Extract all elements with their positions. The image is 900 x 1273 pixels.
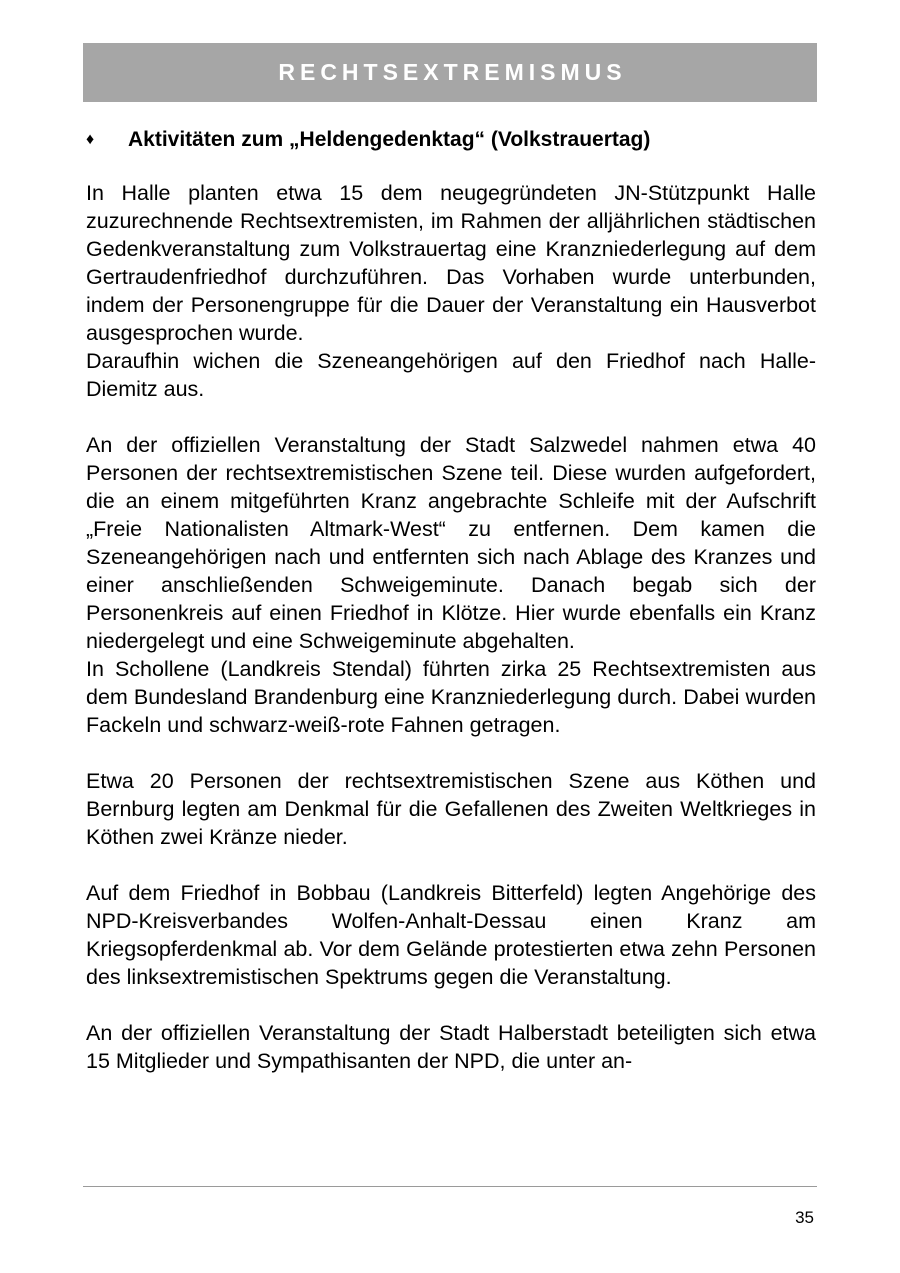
paragraph-halle-diemitz: Daraufhin wichen die Szeneangehörigen auf den Friedhof nach Halle-Diemitz aus.	[86, 349, 816, 401]
paragraph-halberstadt: An der offiziellen Veranstaltung der Stadt Halberstadt beteiligten sich etwa 15 Mitglieder und Sympathisanten der NPD, die unter an-	[86, 1021, 816, 1073]
section-header-band	[83, 43, 817, 102]
section-header-title: RECHTSEXTREMISMUS	[278, 59, 627, 85]
paragraph-koethen: Etwa 20 Personen der rechtsextremistischen Szene aus Köthen und Bernburg legten am Denkmal für die Gefallenen des Zweiten Weltkrieges in Köthen zwei Kränze nieder.	[86, 769, 816, 849]
paragraph-bobbau: Auf dem Friedhof in Bobbau (Landkreis Bitterfeld) legten Angehörige des NPD-Kreisverbandes Wolfen-Anhalt-Dessau einen Kranz am Kriegsopferdenkmal ab. Vor dem Gelände protestierten etwa zehn Personen des linksextremistischen Spektrums gegen die Veranstaltung.	[86, 881, 816, 989]
paragraph-salzwedel: An der offiziellen Veranstaltung der Stadt Salzwedel nahmen etwa 40 Personen der rechtsextremistischen Szene teil. Diese wurden aufgefordert, die an einem mitgeführten Kranz angebrachte Schleife mit der Aufschrift „Freie Nationalisten Altmark-West“ zu entfernen. Dem kamen die Szeneangehörigen nach und entfernten sich nach Ablage des Kranzes und einer anschließenden Schweigeminute. Danach begab sich der Personenkreis auf einen Friedhof in Klötze. Hier wurde ebenfalls ein Kranz niedergelegt und eine Schweigeminute abgehalten.	[86, 433, 816, 653]
paragraph-schollene: In Schollene (Landkreis Stendal) führten zirka 25 Rechtsextremisten aus dem Bundesland Brandenburg eine Kranzniederlegung durch. Dabei wurden Fackeln und schwarz-weiß-rote Fahnen getragen.	[86, 657, 816, 737]
diamond-bullet-icon: ♦	[86, 131, 95, 148]
subsection-heading-text: Aktivitäten zum „Heldengedenktag“ (Volkstrauertag)	[128, 128, 651, 151]
body-text	[86, 179, 816, 1075]
subsection-heading	[86, 124, 816, 156]
footer-divider	[83, 1186, 817, 1187]
page-number: 35	[795, 1208, 814, 1227]
paragraph-halle: In Halle planten etwa 15 dem neugegründeten JN-Stützpunkt Halle zuzurechnende Rechtsextremisten, im Rahmen der alljährlichen städtischen Gedenkveranstaltung zum Volkstrauertag eine Kranzniederlegung auf dem Gertraudenfriedhof durchzuführen. Das Vorhaben wurde unterbunden, indem der Personengruppe für die Dauer der Veranstaltung ein Hausverbot ausgesprochen wurde.	[86, 181, 816, 345]
